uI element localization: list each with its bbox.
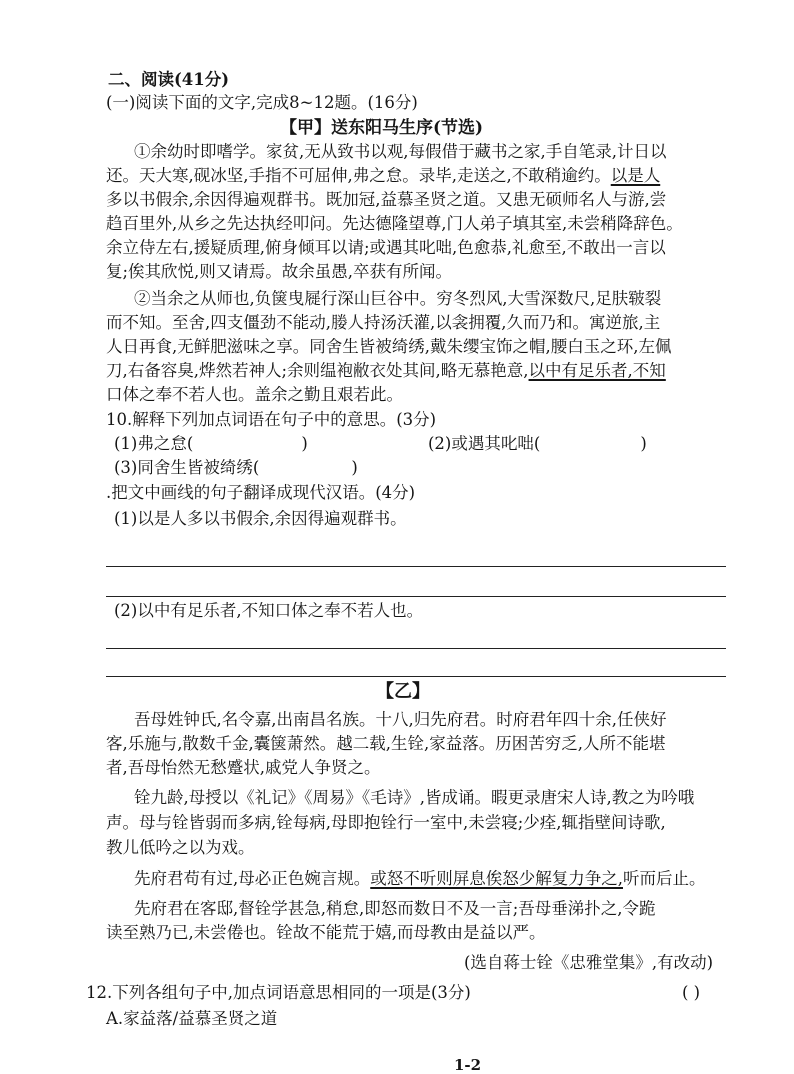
question-11-item-1: (1)以是人多以书假余,余因得遍观群书。 xyxy=(114,509,407,528)
passage-two-line: 吾母姓钟氏,名令嘉,出南昌名族。十八,归先府君。时府君年四十余,任侠好 xyxy=(134,710,667,729)
passage-one-instruction: (一)阅读下面的文字,完成8~12题。(16分) xyxy=(106,93,418,112)
underlined-sentence-part: 以中有足乐者,不知 xyxy=(528,361,666,380)
answer-bracket[interactable]: ( ) xyxy=(682,983,701,1002)
passage-one-line: 趋百里外,从乡之先达执经叩问。先达德隆望尊,门人弟子填其室,未尝稍降辞色。 xyxy=(106,214,683,233)
passage-one-line: 多以书假余,余因得遍观群书。既加冠,益慕圣贤之道。又患无硕师名人与游,尝 xyxy=(106,190,667,209)
passage-one-line: 而不知。至舍,四支僵劲不能动,媵人持汤沃灌,以衾拥覆,久而乃和。寓逆旅,主 xyxy=(106,313,661,332)
passage-two-line: 先府君在客邸,督铨学甚急,稍怠,即怒而数日不及一言;吾母垂涕扑之,令跪 xyxy=(134,899,656,918)
answer-line[interactable] xyxy=(106,676,726,677)
passage-one-line: 口体之奉不若人也。盖余之勤且艰若此。 xyxy=(106,385,403,404)
passage-one-line: ②当余之从师也,负箧曳屣行深山巨谷中。穷冬烈风,大雪深数尺,足肤皲裂 xyxy=(134,289,662,308)
passage-two-line: 铨九龄,母授以《礼记》《周易》《毛诗》,皆成诵。暇更录唐宋人诗,教之为吟哦 xyxy=(134,788,695,807)
passage-one-line: ①余幼时即嗜学。家贫,无从致书以观,每假借于藏书之家,手自笔录,计日以 xyxy=(134,142,667,161)
question-10-stem: 10.解释下列加点词语在句子中的意思。(3分) xyxy=(106,410,437,429)
passage-two-title: 【乙】 xyxy=(376,681,430,702)
passage-one-line: 余立侍左右,援疑质理,俯身倾耳以请;或遇其叱咄,色愈恭,礼愈至,不敢出一言以 xyxy=(106,238,666,257)
page-number: 1-2 xyxy=(454,1056,482,1074)
answer-line[interactable] xyxy=(106,648,726,649)
underlined-sentence-part: 以是人 xyxy=(610,166,661,185)
passage-two-line: 者,吾母怡然无愁蹙状,戚党人争贤之。 xyxy=(106,758,381,777)
question-12-option-a: A.家益落/益慕圣贤之道 xyxy=(106,1009,278,1028)
answer-line[interactable] xyxy=(106,596,726,597)
passage-two-line: 教儿低吟之以为戏。 xyxy=(106,838,255,857)
answer-line[interactable] xyxy=(106,566,726,567)
question-10-item-3: (3)同舍生皆被绮绣( ) xyxy=(114,458,358,477)
passage-two-source: (选自蒋士铨《忠雅堂集》,有改动) xyxy=(464,953,714,972)
question-11-stem: .把文中画线的句子翻译成现代汉语。(4分) xyxy=(106,483,416,502)
question-11-item-2: (2)以中有足乐者,不知口体之奉不若人也。 xyxy=(114,601,424,620)
section-heading: 二、阅读(41分) xyxy=(108,70,230,89)
passage-one-title: 【甲】送东阳马生序(节选) xyxy=(280,118,484,138)
passage-one-line: 复;俟其欣悦,则又请焉。故余虽愚,卒获有所闻。 xyxy=(106,262,453,281)
passage-two-line: 客,乐施与,散数千金,囊箧萧然。越二载,生铨,家益落。历困苦穷乏,人所不能堪 xyxy=(106,734,666,753)
passage-one-line: 刀,右备容臭,烨然若神人;余则缊袍敝衣处其间,略无慕艳意,以中有足乐者,不知 xyxy=(106,361,666,380)
underlined-sentence: 或怒不听则屏息俟怒少解复力争之, xyxy=(370,869,623,888)
question-12-stem: 12.下列各组句子中,加点词语意思相同的一项是(3分) xyxy=(86,983,471,1002)
passage-two-line: 读至熟乃已,未尝倦也。铨故不能荒于嬉,而母教由是益以严。 xyxy=(106,923,546,942)
passage-two-line: 声。母与铨皆弱而多病,铨每病,母即抱铨行一室中,未尝寝;少痊,辄指壁间诗歌, xyxy=(106,813,666,832)
question-10-item-2: (2)或遇其叱咄( ) xyxy=(428,434,647,453)
question-10-item-1: (1)弗之怠( ) xyxy=(114,434,308,453)
passage-two-line: 先府君苟有过,母必正色婉言规。或怒不听则屏息俟怒少解复力争之,听而后止。 xyxy=(134,869,706,888)
passage-one-line: 还。天大寒,砚冰坚,手指不可屈伸,弗之怠。录毕,走送之,不敢稍逾约。以是人 xyxy=(106,166,661,185)
passage-one-line: 人日再食,无鲜肥滋味之享。同舍生皆被绮绣,戴朱缨宝饰之帽,腰白玉之环,左佩 xyxy=(106,337,672,356)
